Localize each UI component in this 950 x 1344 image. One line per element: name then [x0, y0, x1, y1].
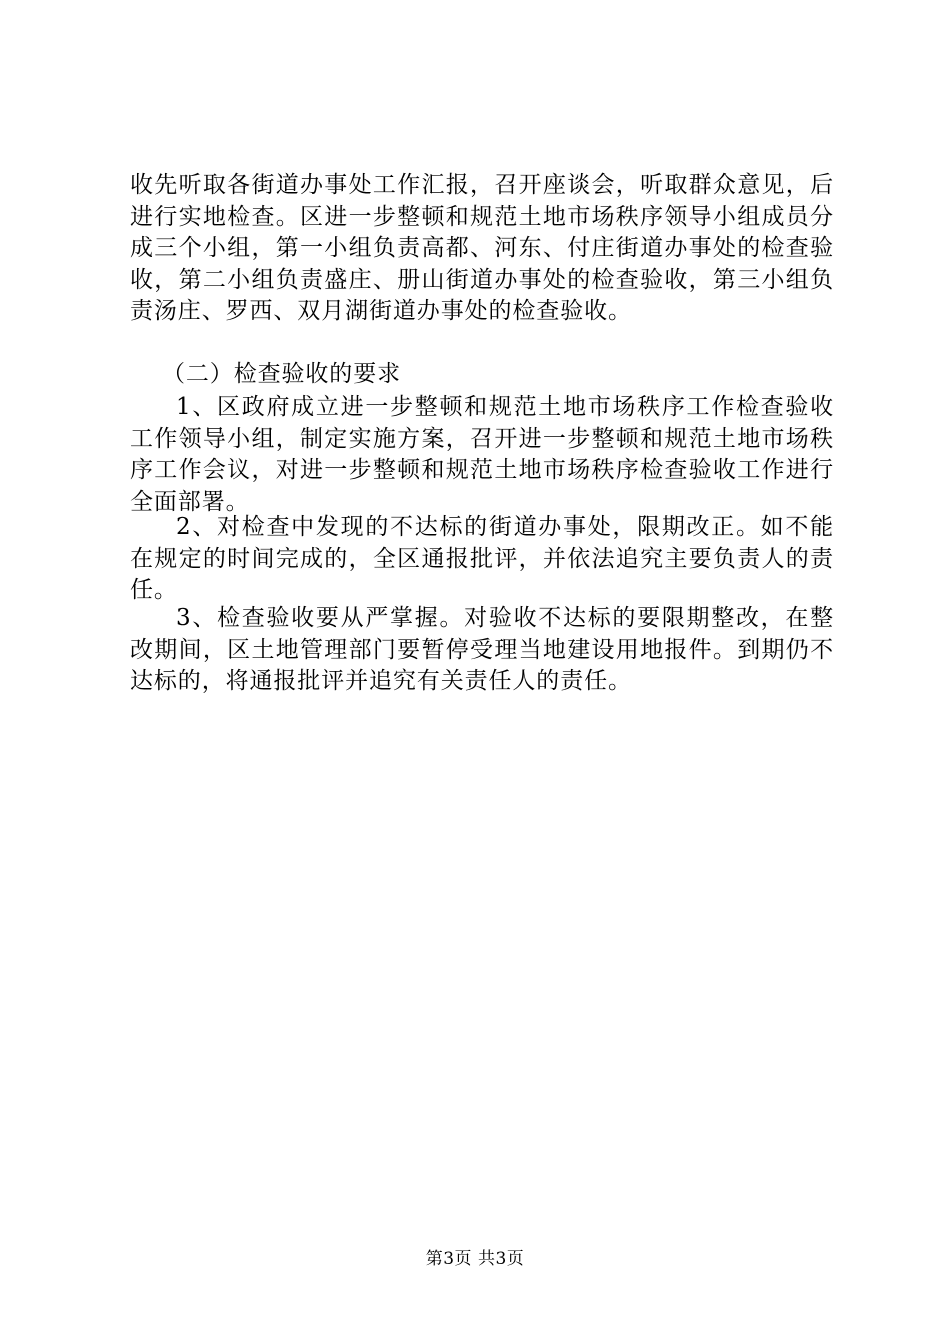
- page-number-footer: 第3页 共3页: [425, 1249, 525, 1269]
- intro-paragraph: 收先听取各街道办事处工作汇报，召开座谈会，听取群众意见，后进行实地检查。区进一步整顿和规范土地市场秩序领导小组成员分成三个小组，第一小组负责高都、河东、付庄街道办事处的检查验收，第二小组负责盛庄、册山街道办事处的检查验收，第三小组负责汤庄、罗西、双月湖街道办事处的检查验收。: [130, 172, 834, 324]
- list-item: 3、检查验收要从严掌握。对验收不达标的要限期整改，在整改期间，区土地管理部门要暂停受理当地建设用地报件。到期仍不达标的，将通报批评并追究有关责任人的责任。: [130, 605, 834, 694]
- list-item: 2、对检查中发现的不达标的街道办事处，限期改正。如不能在规定的时间完成的，全区通报批评，并依法追究主要负责人的责任。: [130, 514, 834, 603]
- section-heading: （二）检查验收的要求: [162, 361, 401, 387]
- list-item: 1、区政府成立进一步整顿和规范土地市场秩序工作检查验收工作领导小组，制定实施方案，召开进一步整顿和规范土地市场秩序工作会议，对进一步整顿和规范土地市场秩序检查验收工作进行全面部署。: [130, 394, 834, 515]
